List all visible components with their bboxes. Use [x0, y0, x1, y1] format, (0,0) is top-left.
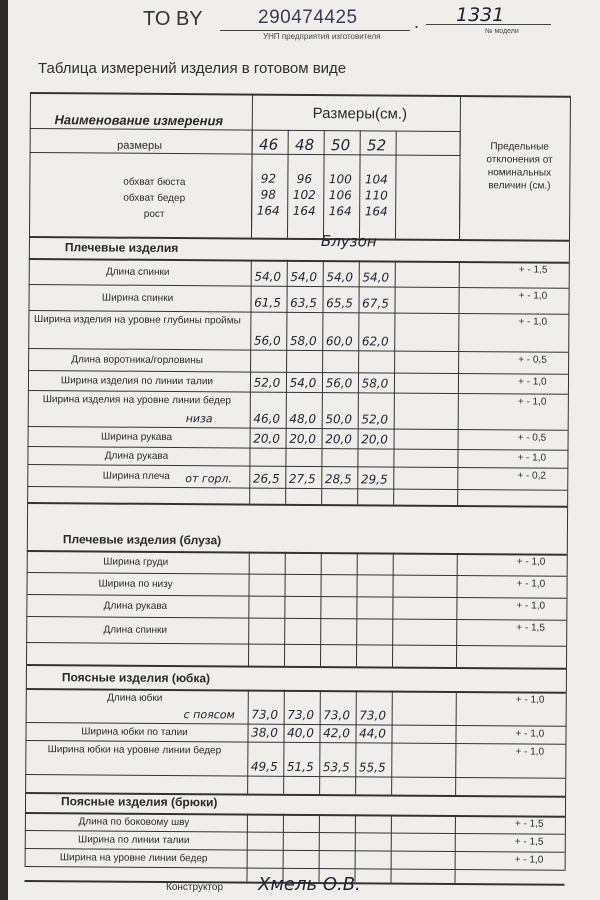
column-divider [248, 552, 250, 666]
tolerance-value: + - 1,0 [517, 376, 547, 388]
tolerance-value: + - 0,2 [517, 470, 547, 482]
measurement-label: Длина по боковому шву [78, 816, 190, 829]
measurement-value: 67,5 [362, 296, 389, 311]
column-divider [392, 553, 394, 667]
measurement-value: 56,0 [253, 333, 281, 348]
row-divider [28, 348, 568, 353]
measurement-value: 54,0 [289, 375, 317, 391]
column-divider [320, 552, 322, 666]
measurement-value: 73,0 [323, 708, 351, 723]
row-divider [28, 426, 568, 431]
measurement-label: Длина спинки [105, 266, 170, 278]
name-column-header: Наименование измерения [54, 112, 224, 129]
measurement-label: Длина рукава [103, 600, 168, 612]
measurement-label: Ширина по низу [98, 578, 173, 591]
measurement-value: 62,0 [361, 334, 389, 349]
constructor-signature: Хмель О.В. [258, 874, 361, 895]
column-divider [354, 814, 355, 882]
measurement-value: 40,0 [287, 725, 314, 740]
measurement-value: 54,0 [254, 269, 282, 284]
column-divider [356, 552, 358, 666]
row-divider [27, 572, 567, 577]
column-divider [457, 261, 460, 505]
model-caption: № модели [485, 28, 519, 35]
tolerance-value: + - 0,5 [518, 354, 547, 366]
row-divider [27, 486, 567, 491]
measurement-note: с поясом [183, 708, 235, 722]
tolerance-value: + - 1,0 [516, 600, 546, 612]
measurement-label: Ширина юбки на уровне линии бедер [47, 744, 222, 757]
size-value: 46 [259, 135, 279, 154]
column-divider [390, 815, 391, 883]
measurement-value: 49,5 [250, 759, 278, 774]
column-divider [282, 814, 283, 882]
measurement-value: 73,0 [359, 708, 387, 723]
row-divider [27, 550, 567, 556]
measurement-label: Ширина изделия на уровне линии бедер [42, 394, 232, 407]
row-divider [29, 284, 569, 289]
column-divider [284, 552, 286, 666]
measurement-value: 53,5 [322, 760, 350, 775]
measurement-label: Ширина груди [103, 556, 169, 568]
base-measurement-value: 106 [328, 188, 352, 203]
column-divider [395, 131, 397, 239]
row-divider [26, 642, 566, 647]
base-measurement-value: 110 [364, 188, 388, 203]
measurement-label: Длина юбки [107, 692, 163, 704]
tolerance-value: + - 1,0 [518, 316, 548, 328]
table-top-border [30, 92, 570, 98]
size-value: 50 [331, 136, 351, 155]
tolerance-value: + - 1,5 [514, 836, 544, 848]
tolerance-divider [459, 95, 461, 239]
measurement-label: Ширина по линии талии [78, 834, 190, 847]
row-divider [27, 502, 567, 508]
section-title: Поясные изделия (юбка) [61, 670, 211, 686]
measurement-value: 20,0 [325, 432, 352, 447]
tolerance-value: + - 1,5 [516, 622, 545, 634]
separator-dot: . [414, 12, 420, 32]
base-measurement-value: 92 [260, 171, 277, 186]
measurement-label: Длина спинки [103, 624, 168, 636]
tolerance-value: + - 1,5 [514, 818, 544, 830]
base-measurement-value: 96 [296, 171, 313, 186]
measurement-value: 46,0 [253, 411, 281, 426]
measurement-label: Ширина плеча [102, 470, 170, 482]
measurement-value: 44,0 [359, 726, 386, 741]
measurement-value: 58,0 [361, 376, 389, 391]
measurement-value: 52,0 [253, 375, 281, 390]
document-title: Таблица измерений изделия в готовом виде [38, 60, 347, 77]
column-divider [246, 814, 247, 882]
measurement-value: 52,0 [361, 412, 389, 427]
column-divider [454, 815, 455, 883]
measurement-note: от горл. [185, 472, 233, 486]
to-by-label: TO BY [143, 8, 203, 30]
base-measurement-label: обхват бедер [123, 192, 186, 205]
tolerance-value: + - 1,0 [516, 578, 546, 590]
measurement-value: 20,0 [289, 431, 316, 447]
unp-caption: УНП предприятия изготовителя [263, 32, 381, 41]
tolerance-value: + - 1,0 [514, 854, 544, 866]
measurement-value: 73,0 [251, 707, 279, 722]
tolerance-value: + - 1,0 [516, 556, 546, 568]
measurement-value: 65,5 [326, 296, 353, 311]
model-number: 1331 [456, 4, 505, 26]
table-right-border [565, 96, 571, 871]
measurement-label: Ширина на уровне линии бедер [59, 852, 208, 865]
row-divider [26, 594, 566, 599]
measurement-value: 73,0 [287, 707, 315, 722]
measurement-value: 20,0 [361, 432, 388, 447]
tolerance-value: + - 1,5 [518, 264, 548, 276]
measurement-value: 51,5 [286, 759, 314, 774]
column-divider [393, 261, 396, 505]
measurement-value: 60,0 [325, 334, 353, 349]
base-measurement-value: 164 [328, 204, 352, 219]
measurement-value: 61,5 [254, 295, 281, 310]
base-measurement-value: 102 [292, 187, 316, 202]
measurement-note: низа [185, 412, 213, 426]
measurement-label: Ширина юбки по талии [81, 726, 188, 739]
measurement-label: Ширина спинки [101, 292, 174, 305]
measurement-value: 29,5 [360, 472, 388, 487]
measurement-value: 54,0 [290, 269, 318, 285]
measurement-value: 28,5 [324, 472, 352, 487]
measurement-value: 63,5 [290, 295, 317, 311]
tolerance-value: + - 1,0 [515, 728, 545, 740]
measurement-label: Ширина изделия на уровне глубины проймы [33, 314, 241, 327]
measurement-label: Длина рукава [104, 450, 169, 462]
tolerance-value: + - 1,0 [515, 746, 545, 758]
measurement-value: 38,0 [251, 725, 278, 740]
row-divider [26, 664, 566, 670]
measurement-value: 42,0 [323, 726, 350, 741]
size-value: 52 [367, 136, 387, 155]
section-title: Поясные изделия (брюки) [61, 794, 218, 810]
tolerance-value: + - 0,5 [517, 432, 547, 444]
row-divider [28, 370, 568, 375]
column-divider [318, 814, 319, 882]
measurement-value: 20,0 [253, 431, 280, 446]
row-divider [25, 774, 565, 779]
sizes-column-header: Размеры(см.) [312, 104, 408, 123]
measurement-value: 50,0 [325, 412, 353, 427]
constructor-label: Конструктор [166, 882, 224, 893]
measurement-value: 54,0 [362, 270, 390, 285]
row-divider [29, 258, 569, 264]
tolerance-value: + - 1,0 [517, 452, 547, 464]
document-sheet [8, 0, 600, 900]
size-value: 48 [295, 135, 315, 154]
base-measurement-value: 104 [364, 172, 388, 187]
measurement-label: Ширина рукава [100, 431, 173, 444]
measurement-label: Ширина изделия по линии талии [60, 375, 214, 388]
section-handwritten-note: Блузон [320, 232, 377, 251]
tolerance-value: + - 1,0 [515, 694, 545, 706]
column-divider [456, 553, 458, 667]
measurement-value: 58,0 [289, 333, 317, 349]
section-title: Плечевые изделия [64, 240, 179, 256]
base-measurement-value: 100 [328, 172, 352, 187]
row-divider [26, 616, 566, 621]
base-measurement-value: 164 [364, 204, 388, 219]
measurement-value: 55,5 [358, 760, 386, 775]
unp-value: 290474425 [258, 7, 358, 28]
measurement-value: 56,0 [325, 376, 353, 391]
measurement-value: 48,0 [289, 411, 317, 427]
measurement-value: 26,5 [252, 471, 280, 486]
base-measurement-value: 164 [256, 203, 280, 218]
row-divider [27, 464, 567, 469]
base-measurement-value: 164 [292, 203, 316, 218]
measurement-table [25, 92, 592, 876]
measurement-value: 54,0 [326, 270, 354, 285]
base-measurement-label: обхват бюста [123, 176, 186, 189]
model-underline [426, 24, 551, 25]
tolerance-column-header: Предельные отклонения от номинальных величин (см.) [486, 141, 553, 192]
base-measurement-label: рост [143, 208, 165, 220]
tolerance-value: + - 1,0 [518, 290, 548, 302]
unp-underline [220, 30, 410, 31]
base-measurement-value: 98 [260, 187, 276, 202]
tolerance-value: + - 1,0 [517, 396, 547, 408]
row-divider [25, 866, 565, 871]
measurement-label: Длина воротника/горловины [71, 354, 203, 367]
section-title: Плечевые изделия (блуза) [62, 532, 222, 548]
sizes-row-label: размеры [117, 139, 163, 152]
measurement-value: 27,5 [288, 471, 316, 487]
